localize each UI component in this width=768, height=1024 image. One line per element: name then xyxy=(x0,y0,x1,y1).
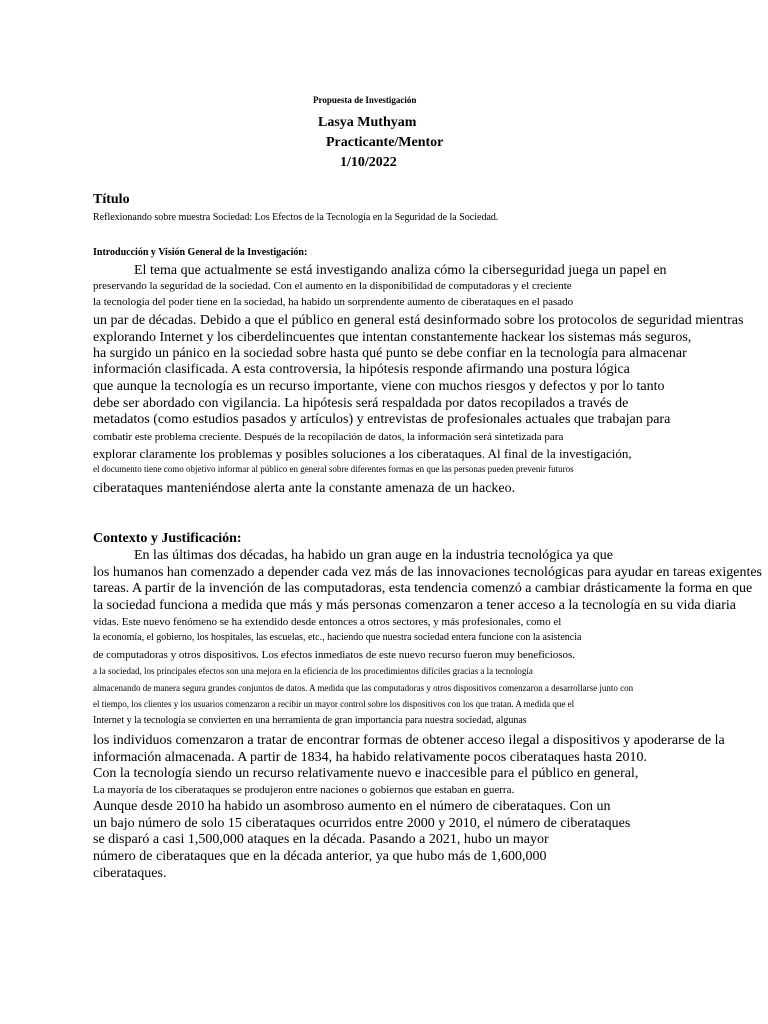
context-line: los individuos comenzaron a tratar de encontrar formas de obtener acceso ilegal a dispositivos y apoderarse de la xyxy=(93,733,725,748)
intro-line: combatir este problema creciente. Después de la recopilación de datos, la información será sintetizada para xyxy=(93,431,564,443)
context-heading: Contexto y Justificación: xyxy=(93,531,242,546)
intro-line: ha surgido un pánico en la sociedad sobre hasta qué punto se debe confiar en la tecnología para almacenar xyxy=(93,346,687,361)
context-line: los humanos han comenzado a depender cada vez más de las innovaciones tecnológicas para ayudar en tareas exigentes xyxy=(93,565,762,580)
author-name: Lasya Muthyam xyxy=(318,115,417,130)
context-line: Aunque desde 2010 ha habido un asombroso aumento en el número de ciberataques. Con un xyxy=(93,799,611,814)
context-line: se disparó a casi 1,500,000 ataques en la década. Pasando a 2021, hubo un mayor xyxy=(93,832,549,847)
context-line: de computadoras y otros dispositivos. Los efectos inmediatos de este nuevo recurso fueron muy beneficiosos. xyxy=(93,649,576,661)
intro-line: debe ser abordado con vigilancia. La hipótesis será respaldada por datos recopilados a través de xyxy=(93,396,629,411)
intro-line: El tema que actualmente se está investigando analiza cómo la ciberseguridad juega un papel en xyxy=(134,263,667,278)
context-line: a la sociedad, los principales efectos son una mejora en la eficiencia de los procedimientos difíciles gracias a la tecnología xyxy=(93,666,533,676)
context-line: información almacenada. A partir de 1834, ha habido relativamente pocos ciberataques hasta 2010. xyxy=(93,750,647,765)
intro-line: metadatos (como estudios pasados y artículos) y entrevistas de profesionales actuales que trabajan para xyxy=(93,412,671,427)
context-line: Internet y la tecnología se convierten en una herramienta de gran importancia para nuestra sociedad, algunas xyxy=(93,715,527,726)
intro-line: la tecnología del poder tiene en la sociedad, ha habido un sorprendente aumento de ciberataques en el pasado xyxy=(93,296,574,308)
proposal-label: Propuesta de Investigación xyxy=(313,95,417,105)
title-heading: Título xyxy=(93,192,130,207)
intro-line: explorando Internet y los ciberdelincuentes que intentan constantemente hackear los sistemas más seguros, xyxy=(93,330,692,345)
author-role: Practicante/Mentor xyxy=(326,135,444,150)
intro-line: que aunque la tecnología es un recurso importante, viene con muchos riesgos y defectos y por lo tanto xyxy=(93,379,665,394)
context-line: el tiempo, los clientes y los usuarios comenzaron a recibir un mayor control sobre los dispositivos con los que tratan. A medida que el xyxy=(93,699,575,709)
context-line: almacenando de manera segura grandes conjuntos de datos. A medida que las computadoras y otros dispositivos comenzaron a desarrollarse junto con xyxy=(93,683,634,693)
intro-line: explorar claramente los problemas y posibles soluciones a los ciberataques. Al final de la investigación, xyxy=(93,446,632,461)
context-line: tareas. A partir de la invención de las computadoras, esta tendencia comenzó a cambiar drásticamente la forma en que xyxy=(93,581,753,596)
title-text: Reflexionando sobre muestra Sociedad: Los Efectos de la Tecnología en la Seguridad de la Sociedad. xyxy=(93,212,499,223)
context-line: un bajo número de solo 15 ciberataques ocurridos entre 2000 y 2010, el número de ciberataques xyxy=(93,816,631,831)
context-line: En las últimas dos décadas, ha habido un gran auge en la industria tecnológica ya que xyxy=(134,548,613,563)
intro-line: el documento tiene como objetivo informar al público en general sobre diferentes formas en que las personas pueden prevenir futuros xyxy=(93,464,574,474)
context-line: Con la tecnología siendo un recurso relativamente nuevo e inaccesible para el público en general, xyxy=(93,766,639,781)
context-line: La mayoría de los ciberataques se produjeron entre naciones o gobiernos que estaban en guerra. xyxy=(93,784,515,796)
intro-heading: Introducción y Visión General de la Investigación: xyxy=(93,247,308,258)
intro-line: preservando la seguridad de la sociedad. Con el aumento en la disponibilidad de computadoras y el creciente xyxy=(93,280,572,292)
context-line: vidas. Este nuevo fenómeno se ha extendido desde entonces a otros sectores, y más profesionales, como el xyxy=(93,616,562,628)
context-line: la sociedad funciona a medida que más y más personas comenzaron a tener acceso a la tecnología en su vida diaria xyxy=(93,598,736,613)
context-line: número de ciberataques que en la década anterior, ya que hubo más de 1,600,000 xyxy=(93,849,547,864)
context-line: ciberataques. xyxy=(93,866,167,881)
context-line: la economía, el gobierno, los hospitales, las escuelas, etc., haciendo que nuestra sociedad entera funcione con la asistencia xyxy=(93,632,582,643)
document-date: 1/10/2022 xyxy=(340,155,397,170)
intro-line: ciberataques manteniéndose alerta ante la constante amenaza de un hackeo. xyxy=(93,481,516,496)
intro-line: información clasificada. A esta controversia, la hipótesis responde afirmando una postura lógica xyxy=(93,362,630,377)
intro-line: un par de décadas. Debido a que el público en general está desinformado sobre los protocolos de seguridad mientras xyxy=(93,313,744,328)
